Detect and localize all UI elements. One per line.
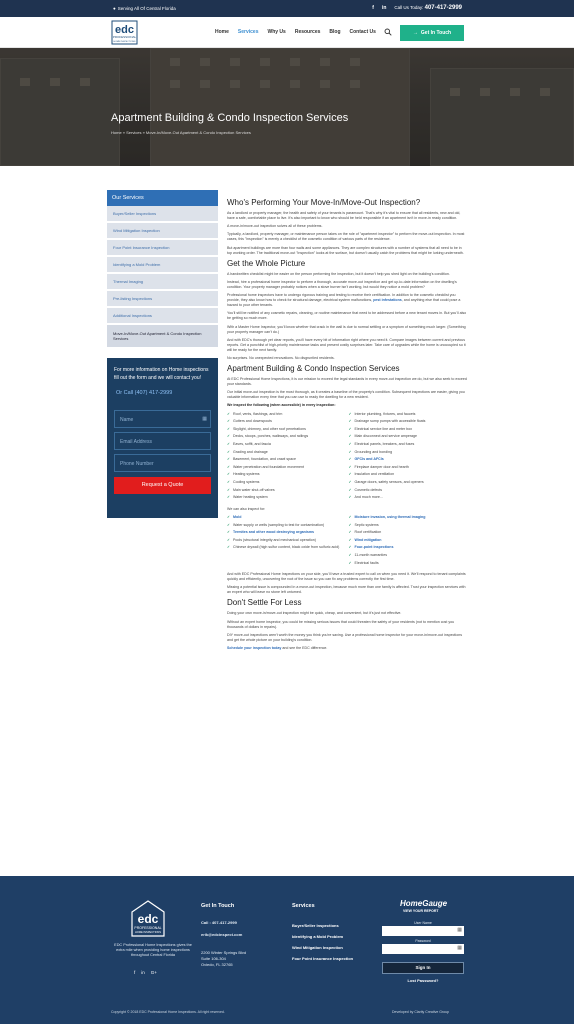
- checkmark-icon: ✓: [227, 449, 231, 454]
- additional-checklist: [227, 515, 467, 568]
- paragraph: Instead, hire a professional home inspector to perform a thorough, accurate move-out inspection and get up-to-date information on the dwelling's condition. Your property manager probably notices when a stove burner isn't working, but would they notice a mold problem?: [227, 279, 457, 289]
- checklist-item: [227, 465, 346, 470]
- checklist-text: Cosmetic defects: [354, 487, 383, 492]
- checklist-text: Septic systems: [354, 522, 379, 527]
- nav-resources[interactable]: Resources: [294, 29, 321, 35]
- facebook-icon[interactable]: f: [134, 970, 136, 975]
- checklist-text: Main water shut-off valves: [233, 487, 275, 492]
- footer-call[interactable]: Call : 407-417-2999: [201, 920, 237, 925]
- checklist-item: [227, 472, 346, 477]
- paragraph-with-link: [227, 646, 467, 651]
- svg-text:edc: edc: [137, 912, 159, 926]
- checklist-right: [349, 412, 468, 503]
- checkmark-icon: ✓: [348, 487, 352, 492]
- paragraph-with-link: [227, 293, 467, 308]
- footer-address-3: Oviedo, FL 32765: [201, 962, 233, 967]
- heading-condo-services: Apartment Building & Condo Inspection Services: [227, 364, 400, 374]
- services-sidebar: [107, 190, 218, 349]
- checkmark-icon: ✓: [348, 426, 352, 431]
- checklist-text: Wind mitigation: [354, 537, 382, 542]
- svg-text:HOME INSPECTIONS: HOME INSPECTIONS: [134, 931, 162, 934]
- sidebar-item-move-in-out[interactable]: Move-In/Move-Out Apartment & Condo Inspection Services: [107, 325, 218, 349]
- sidebar-item-pre-listing[interactable]: Pre-listing Inspections: [107, 291, 218, 308]
- checkmark-icon: ✓: [227, 464, 231, 469]
- paragraph: And with EDC's thorough yet clear reports, you'll have every bit of information right where you need it. Compare images between current and previous reports. Get a punchlist of high-priority maintenance tasks and present costly surprises later. Take care of upgrades while the home is unoccupied so it will be ready for the next family.: [227, 337, 466, 352]
- breadcrumb[interactable]: Home » Services » Move-In/Move-Out Apartment & Condo Inspection Services: [111, 130, 251, 135]
- heading-whos-performing: Who's Performing Your Move-In/Move-Out Inspection?: [227, 198, 421, 207]
- arrow-right-icon: →: [412, 30, 418, 36]
- svg-text:PROFESSIONAL: PROFESSIONAL: [112, 35, 137, 39]
- checklist-item: [227, 457, 346, 462]
- facebook-icon[interactable]: f: [372, 5, 374, 11]
- phone-placeholder: Phone Number: [120, 461, 154, 467]
- checklist-item: [227, 434, 346, 439]
- checkmark-icon: ✓: [227, 514, 231, 519]
- checklist-text: Basement, foundation, and crawl space: [233, 457, 296, 462]
- location: [113, 6, 176, 11]
- lost-password-link[interactable]: Lost Password?: [407, 978, 439, 983]
- checklist-item: [227, 545, 346, 550]
- footer-service-link[interactable]: Identifying a Mold Problem: [292, 934, 344, 939]
- phone-field[interactable]: [114, 454, 211, 472]
- top-bar: [0, 0, 574, 17]
- contact-card-icon: ▦: [457, 927, 462, 933]
- inspection-checklist: [227, 412, 467, 503]
- checklist-item: [349, 450, 468, 455]
- checklist-text: Drainage sump pumps with accessible floats: [354, 419, 426, 424]
- checkmark-icon: ✓: [348, 457, 352, 462]
- checklist-text: Pools (structural integrity and mechanical operation): [233, 537, 316, 542]
- paragraph: DIY move-out inspections aren't worth the money you think you're saving. Use a professional home inspector for your move-in/move-out inspections and get the whole picture on your building's condition.: [227, 632, 463, 642]
- linkedin-icon[interactable]: in: [381, 5, 387, 11]
- email-placeholder: Email Address: [120, 439, 152, 445]
- checkmark-icon: ✓: [348, 419, 352, 424]
- checklist-item: [349, 465, 468, 470]
- form-phone-link[interactable]: Or Call (407) 417-2999: [116, 390, 173, 396]
- checklist-item: [349, 553, 468, 558]
- checklist-text: Roof certification: [354, 530, 382, 535]
- checklist-item: [227, 480, 346, 485]
- checkmark-icon: ✓: [227, 442, 231, 446]
- paragraph: A handwritten checklist might be easier on the person performing the inspection, but it doesn't help you shed light on the building's condition.: [227, 271, 450, 276]
- checklist-text: And much more…: [354, 495, 384, 500]
- checkmark-icon: ✓: [227, 411, 231, 416]
- checklist-item: [227, 530, 346, 535]
- paragraph: Missing a potential issue is compounded in a move-out inspection, because much more than one family is affected. Trust your inspection services with an expert who will leave no stone left unturned.: [227, 585, 466, 595]
- checkmark-icon: ✓: [348, 464, 352, 469]
- paragraph: Without an expert home inspector, you could be missing serious issues that could threaten the safety of your residents (not to mention cost you thousands of dollars in repairs).: [227, 619, 455, 629]
- checklist-text: Four-point inspections: [354, 545, 394, 550]
- checklist-text: Main disconnect and service amperage: [354, 434, 418, 439]
- checklist-text: Mold: [233, 514, 242, 519]
- checkmark-icon: ✓: [348, 537, 352, 542]
- also-left: [227, 515, 346, 568]
- checklist-text: Electrical panels, breakers, and fuses: [354, 442, 415, 446]
- password-field[interactable]: [382, 944, 464, 954]
- checklist-text: Electrical service line and meter box: [354, 426, 413, 431]
- footer-services-title: Services: [292, 903, 315, 909]
- checklist-item: [227, 419, 346, 424]
- page-title: Apartment Building & Condo Inspection Services: [111, 112, 349, 124]
- sidebar-item-additional[interactable]: Additional Inspections: [107, 308, 218, 325]
- checkmark-icon: ✓: [227, 545, 231, 550]
- checkmark-icon: ✓: [348, 530, 352, 535]
- username-group: [382, 921, 464, 936]
- checklist-text: Grading and drainage: [233, 449, 268, 454]
- nav-contact-us[interactable]: Contact Us: [349, 29, 376, 35]
- checkmark-icon: ✓: [227, 434, 231, 439]
- inspect-heading: We inspect the following (when accessible) in every inspection:: [227, 403, 336, 408]
- checklist-item: [349, 480, 468, 485]
- checklist-text: Garage doors, safety sensors, and openers: [354, 479, 424, 484]
- checklist-item: [349, 495, 468, 500]
- checklist-text: Electrical faults: [354, 560, 379, 565]
- username-label: User Name: [414, 921, 432, 925]
- checklist-item: [349, 545, 468, 550]
- heading-dont-settle: Don't Settle For Less: [227, 598, 302, 608]
- linkedin-icon[interactable]: in: [141, 970, 145, 975]
- heading-whole-picture: Get the Whole Picture: [227, 258, 306, 268]
- checklist-item: [227, 523, 346, 528]
- checklist-text: Moisture invasion, using thermal imaging: [354, 514, 426, 519]
- paragraph: With a Master Home Inspector, you'll know whether that crack in the wall is due to normal settling or a symptom of something much larger. (Something your property manager can't do.): [227, 324, 466, 334]
- checklist-text: Insulation and ventilation: [354, 472, 395, 477]
- paragraph: At EDC Professional Home Inspections, it is our mission to exceed the legal standards in every move-out inspection we do, but we also seek to exceed your standards.: [227, 377, 467, 387]
- checklist-text: Water heating system: [233, 495, 268, 500]
- footer-edc-logo[interactable]: [128, 898, 168, 938]
- checklist-item: [349, 412, 468, 417]
- checklist-text: Gutters and downspouts: [233, 419, 272, 424]
- name-field[interactable]: [114, 410, 211, 428]
- checklist-text: Interior plumbing, fixtures, and faucets: [354, 411, 416, 416]
- checkmark-icon: ✓: [227, 530, 231, 535]
- checkmark-icon: ✓: [348, 442, 352, 446]
- checkmark-icon: ✓: [227, 487, 231, 492]
- header: [0, 17, 574, 48]
- password-label: Password: [415, 939, 431, 943]
- checkmark-icon: ✓: [348, 495, 352, 500]
- sidebar-item-wind-mitigation[interactable]: Wind Mitigation Inspection: [107, 223, 218, 240]
- paragraph: Typically, a landlord, property manager, or maintenance person takes on the role of "apartment inspector" to perform the move-out inspection. In most cases, this "inspection" is merely a checklist of the cosmetic condition of various parts of the residence.: [227, 232, 465, 242]
- checklist-item: [227, 450, 346, 455]
- checkmark-icon: ✓: [348, 522, 352, 527]
- checklist-item: [349, 515, 468, 520]
- checklist-item: [349, 530, 468, 535]
- checkmark-icon: ✓: [227, 479, 231, 484]
- checklist-text: Eaves, soffit, and fascia: [233, 442, 271, 446]
- checklist-item: [227, 412, 346, 417]
- nav-blog[interactable]: Blog: [329, 29, 341, 35]
- search-icon[interactable]: [384, 28, 392, 36]
- sidebar-item-four-point[interactable]: Four Point Insurance Inspection: [107, 240, 218, 257]
- footer-services-list: [292, 920, 353, 964]
- checklist-text: Skylight, chimney, and other roof penetrations: [233, 426, 306, 431]
- checklist-item: [349, 523, 468, 528]
- nav-services[interactable]: Services: [237, 29, 259, 35]
- checklist-item: [227, 515, 346, 520]
- edc-logo[interactable]: [111, 20, 138, 45]
- checklist-text: 11-month warranties: [354, 552, 388, 557]
- get-in-touch-button[interactable]: [400, 25, 464, 41]
- checkmark-icon: ✓: [227, 495, 231, 500]
- call-label: Call Us Today:: [394, 5, 424, 10]
- password-group: [382, 939, 464, 954]
- footer-service-link[interactable]: Four Point Insurance Inspection: [292, 956, 354, 961]
- contact-card-icon: ▦: [457, 945, 462, 951]
- checklist-item: [227, 427, 346, 432]
- nav-why-us[interactable]: Why Us: [267, 29, 286, 35]
- paragraph: No surprises. No unexpected renovations. No disgruntled residents.: [227, 355, 335, 360]
- username-field[interactable]: [382, 926, 464, 936]
- checklist-text: Cooling systems: [233, 479, 260, 484]
- checkmark-icon: ✓: [348, 545, 352, 550]
- text: , and anything else that could pose a hazard to your other tenants.: [227, 298, 461, 308]
- checkmark-icon: ✓: [348, 449, 352, 454]
- schedule-link[interactable]: Schedule your inspection today: [227, 646, 282, 651]
- call-info[interactable]: [394, 5, 462, 11]
- checklist-text: Roof, vents, flashings, and trim: [233, 411, 283, 416]
- checkmark-icon: ✓: [348, 479, 352, 484]
- developer-credit[interactable]: Developed by Clarity Creative Group: [392, 1010, 449, 1014]
- name-placeholder: Name: [120, 417, 134, 423]
- sidebar-item-mold[interactable]: Identifying a Mold Problem: [107, 257, 218, 274]
- checklist-item: [349, 442, 468, 447]
- also-right: [349, 515, 468, 568]
- pest-infestations-link[interactable]: pest infestations: [373, 298, 402, 303]
- location-text: Serving All Of Central Florida: [117, 6, 176, 11]
- checkmark-icon: ✓: [227, 472, 231, 477]
- checklist-item: [227, 442, 346, 447]
- checkmark-icon: ✓: [227, 426, 231, 431]
- sidebar-heading: Our Services: [107, 190, 218, 206]
- checklist-text: Termites and other wood destroying organisms: [233, 530, 315, 535]
- footer-social: [134, 970, 157, 975]
- checklist-text: Heating systems: [233, 472, 260, 477]
- contact-card-icon: ▦: [202, 416, 207, 422]
- form-intro: For more information on Home inspections fill out the form and we will contact you!: [114, 367, 209, 381]
- homegauge-logo[interactable]: HomeGauge: [400, 899, 448, 908]
- paragraph: A move-in/move-out inspection solves all of these problems.: [227, 224, 323, 229]
- checklist-item: [349, 538, 468, 543]
- checklist-item: [349, 561, 468, 566]
- sign-in-button[interactable]: Sign In: [382, 962, 464, 974]
- checklist-text: Water penetration and foundation movement: [233, 464, 305, 469]
- footer-get-in-touch-title: Get In Touch: [201, 903, 235, 909]
- svg-text:edc: edc: [115, 24, 134, 36]
- paragraph: You'll still be notified of any cosmetic repairs, cleaning, or routine maintenance that need to be addressed before a new tenant moves in. But you'll also be getting so much more.: [227, 311, 467, 321]
- checkmark-icon: ✓: [348, 411, 352, 416]
- checklist-text: GFCIs and AFCIs: [354, 457, 384, 462]
- main-content: [227, 196, 467, 654]
- footer-address-2: Suite 106-304: [201, 956, 226, 961]
- checkmark-icon: ✓: [227, 537, 231, 542]
- paragraph: Our initial move-out inspection is the most thorough, as it creates a baseline of the property's condition. Subsequent inspections are easier, giving you valuable information every time that you can use to ready the dwelling for a new resident.: [227, 390, 465, 400]
- text: Professional home inspectors have to undergo rigorous training and testing to receive their certification. In addition to the cosmetic checklist you provide, they also know how to check for structural damage, electrical system malfunctions,: [227, 293, 456, 303]
- checkmark-icon: ✓: [348, 514, 352, 519]
- checklist-text: Decks, stoops, porches, walkways, and railings: [233, 434, 309, 439]
- checklist-item: [349, 427, 468, 432]
- checkmark-icon: ✓: [348, 560, 352, 565]
- checkmark-icon: ✓: [227, 522, 231, 527]
- also-heading: We can also inspect for:: [227, 506, 266, 511]
- text: and see the EDC difference.: [281, 646, 328, 651]
- main-nav: [215, 29, 376, 35]
- sidebar-item-buyer-seller[interactable]: Buyer/Seller Inspections: [107, 206, 218, 223]
- footer: [0, 876, 574, 1024]
- svg-text:HOME INSPECTIONS: HOME INSPECTIONS: [113, 41, 136, 43]
- checklist-item: [227, 538, 346, 543]
- paragraph: As a landlord or property manager, the health and safety of your tenants is paramount. That's why it's vital to ensure that all residents, new and old, have a safe, comfortable place to live. It's also important to know who should be held responsible if an apartment isn't in move-in ready condition.: [227, 211, 461, 220]
- checkmark-icon: ✓: [348, 472, 352, 477]
- svg-text:PROFESSIONAL: PROFESSIONAL: [134, 926, 162, 930]
- footer-service-link[interactable]: Wind Mitigation Inspection: [292, 945, 343, 950]
- footer-email[interactable]: erik@edcinspect.com: [201, 932, 243, 937]
- checklist-item: [349, 457, 468, 462]
- call-phone[interactable]: 407-417-2999: [424, 5, 462, 11]
- email-field[interactable]: [114, 432, 211, 450]
- nav-home[interactable]: Home: [215, 29, 229, 35]
- checklist-item: [349, 434, 468, 439]
- checklist-text: Grounding and bonding: [354, 449, 393, 454]
- footer-description: EDC Professional Home Inspections gives the extra mile when providing home inspections throughout Central Florida: [114, 943, 192, 957]
- footer-address-1: 2200 Winter Springs Blvd: [201, 950, 247, 955]
- cta-label: Get In Touch: [420, 30, 452, 36]
- checklist-item: [349, 419, 468, 424]
- paragraph: And with EDC Professional Home Inspections on your side, you'll have a trusted expert to call on when you need it. We'll respond to tenant complaints quickly and efficiently, uncovering the root of the issue so you can fix any problems correctly the first time.: [227, 572, 466, 582]
- hero-banner: [0, 48, 574, 166]
- checkmark-icon: ✓: [227, 419, 231, 424]
- checklist-item: [349, 472, 468, 477]
- checkmark-icon: ✓: [348, 552, 352, 557]
- map-pin-icon: ●: [113, 6, 116, 11]
- copyright: Copyright © 2018 EDC Professional Home Inspections. All right reserved.: [111, 1010, 225, 1014]
- checklist-text: Chinese drywall (high sulfur content, black oxide from sulfuric acid): [233, 545, 340, 550]
- paragraph: Doing your own move-in/move-out inspection might be quick, cheap, and convenient, but it's just not effective.: [227, 611, 402, 616]
- request-quote-button[interactable]: Request a Quote: [114, 477, 211, 494]
- checklist-item: [349, 488, 468, 493]
- checkmark-icon: ✓: [348, 434, 352, 439]
- checkmark-icon: ✓: [227, 457, 231, 462]
- google-plus-icon[interactable]: G+: [150, 970, 157, 975]
- sidebar-item-thermal[interactable]: Thermal Imaging: [107, 274, 218, 291]
- quote-form: [107, 358, 218, 518]
- checklist-item: [227, 488, 346, 493]
- footer-service-link[interactable]: Buyer/Seller Inspections: [292, 923, 339, 928]
- checklist-text: Fireplace damper door and hearth: [354, 464, 409, 469]
- paragraph: But apartment buildings are more than four walls and some appliances. They are complex structures with a number of systems that all need to be in top working order. The traditional move-out "inspection" looks at the surface, but doesn't usually catch the problems that might be lurking underneath.: [227, 245, 464, 255]
- checklist-text: Water supply or wells (sampling to test for contamination): [233, 522, 325, 527]
- checklist-item: [227, 495, 346, 500]
- homegauge-subtitle: VIEW YOUR REPORT: [403, 909, 439, 913]
- checklist-left: [227, 412, 346, 503]
